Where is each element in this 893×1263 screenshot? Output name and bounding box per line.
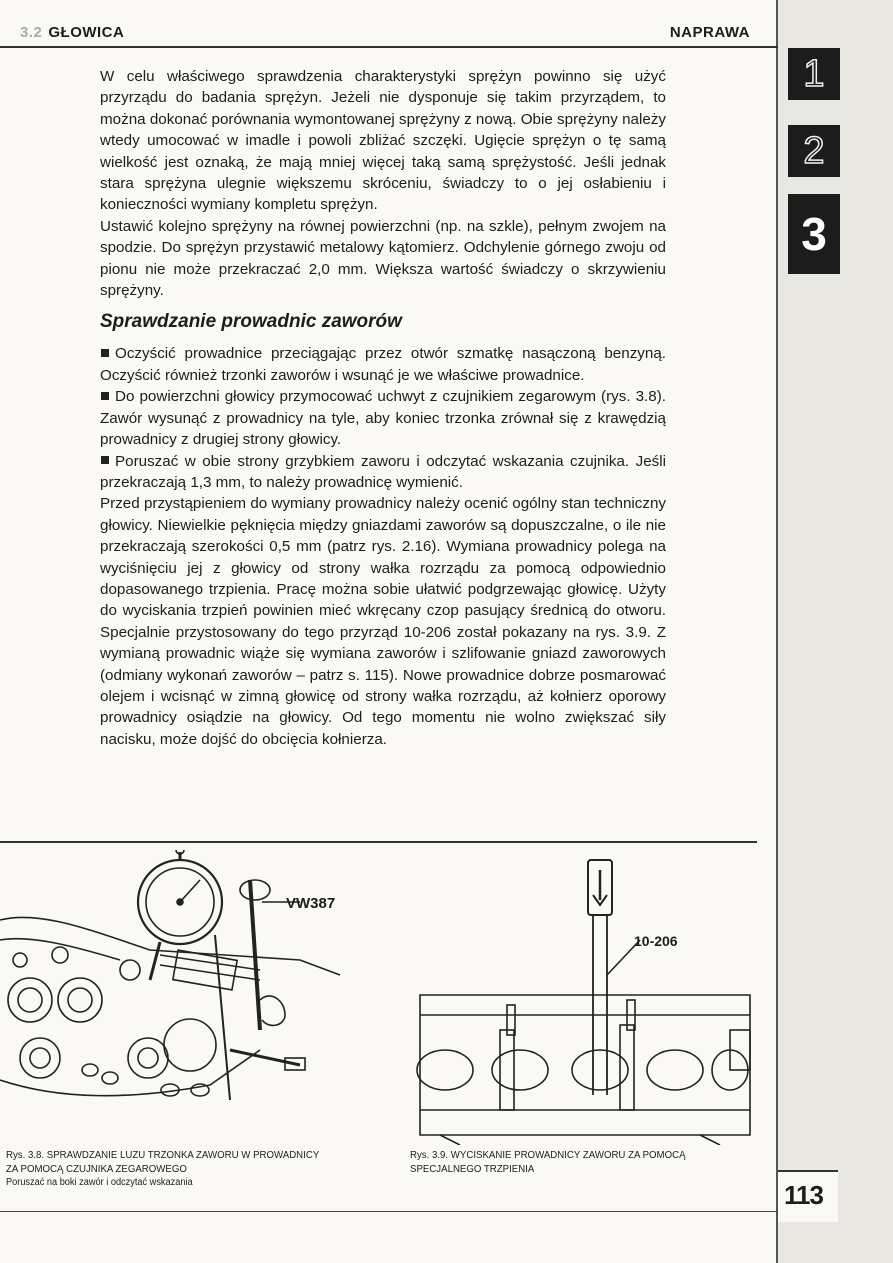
chapter-tab-3-label: 3	[801, 208, 827, 260]
paragraph-2: Ustawić kolejno sprężyny na równej powierzchni (np. na szkle), pełnym zwojem na spodzie. Do sprężyn przystawić metalowy kątomierz. Odchylenie górnego zwoju od pionu nie może przekraczać 2,0 mm. Większa wartość świadczy o skrzywieniu sprężyny.	[100, 217, 666, 300]
caption-3-8-line-1: Rys. 3.8. SPRAWDZANIE LUZU TRZONKA ZAWORU W PROWADNICY	[6, 1149, 320, 1161]
footer-rule	[0, 1211, 778, 1212]
section-title: GŁOWICA	[48, 24, 125, 41]
running-header	[0, 24, 760, 44]
page-number: 113	[784, 1180, 823, 1210]
figure-caption-3-8	[6, 1148, 319, 1190]
bullet-text-3: Poruszać w obie strony grzybkiem zaworu i odczytać wskazania czujnika. Jeśli przekraczają 1,3 mm, to należy prowadnicę wymienić.	[100, 452, 666, 491]
caption-3-8-subtext: Poruszać na boki zawór i odczytać wskazania	[6, 1177, 193, 1188]
figure-rule	[0, 841, 757, 843]
chapter-tab-2	[788, 125, 840, 177]
square-bullet-icon	[101, 392, 109, 400]
header-rule	[0, 46, 778, 48]
figure-drift-press	[400, 855, 760, 1145]
bullet-item-2	[100, 386, 666, 450]
section-header	[20, 24, 124, 41]
section-heading: Sprawdzanie prowadnic zaworów	[100, 311, 402, 333]
figure-caption-3-9	[410, 1148, 686, 1176]
chapter-tab-1	[788, 48, 840, 100]
bullet-item-3	[100, 451, 666, 494]
paragraph-3: Przed przystąpieniem do wymiany prowadnicy należy ocenić ogólny stan techniczny głowicy. Niewielkie pęknięcia między gniazdami zaworów są dopuszczalne, o ile nie przekraczają szerokości 0,5 mm (patrz rys. 2.16). Wymiana prowadnicy polega na wyciśnięciu jej z głowicy od strony wałka rozrządu za pomocą odpowiednio dopasowanego trzpienia. Pracę można sobie ułatwić podgrzewając głowicę. Użyty do wyciskania trzpień powinien mieć wkręcany czop pasujący średnicą do otworu. Specjalnie przystosowany do tego przyrząd 10-206 został pokazany na rys. 3.9. Z wymianą prowadnic wiąże się wymiana zaworów i szlifowanie gniazd zaworowych (odmiany wykonań zaworów – patrz s. 115). Nowe prowadnice dobrze posmarować olejem i wcisnąć w zimną głowicę od strony wałka rozrządu, aż kołnierz oporowy prowadnicy osiądzie na głowicy. Od tego momentu nie wolno zwiększać siły nacisku, może dojść do obcięcia kołnierza.	[100, 495, 666, 748]
square-bullet-icon	[101, 349, 109, 357]
tool-label-vw387: VW387	[286, 895, 336, 912]
figure-dial-gauge	[0, 850, 360, 1150]
caption-3-9-line-1: Rys. 3.9. WYCISKANIE PROWADNICY ZAWORU ZA POMOCĄ	[410, 1149, 686, 1161]
caption-3-8-line-2: ZA POMOCĄ CZUJNIKA ZEGAROWEGO	[6, 1163, 187, 1175]
chapter-tab-1-label: 1	[803, 52, 825, 95]
paragraph-1: W celu właściwego sprawdzenia charakterystyki sprężyn powinno się użyć przyrządu do badania sprężyn. Jeżeli nie dysponuje się takim przyrządem, to można dokonać porównania wymontowanej sprężyny z nową. Obie sprężyny należy wtedy umocować w imadle i powoli zbliżać szczęki. Ugięcie sprężyn o tę samą wielkość jest oznaką, że mają mniej więcej taką samą sprężystość. Jeśli jednak stara sprężyna ulegnie większemu skróceniu, świadczy to o jej osłabieniu i konieczności wymiany kompletu sprężyn.	[100, 68, 666, 214]
bullet-text-2: Do powierzchni głowicy przymocować uchwyt z czujnikiem zegarowym (rys. 3.8). Zawór wysunąć z prowadnicy na tyle, aby koniec trzonka zrównał się z krawędzią prowadnicy z drugiej strony głowicy.	[100, 388, 666, 449]
chapter-tab-2-label: 2	[803, 129, 825, 172]
chapter-tab-3-active	[788, 194, 840, 274]
bullet-item-1	[100, 343, 666, 386]
main-text	[100, 66, 666, 750]
bullet-text-1: Oczyścić prowadnice przeciągając przez otwór szmatkę nasączoną benzyną. Oczyścić również trzonki zaworów i wsunąć je we właściwe prowadnice.	[100, 345, 666, 384]
square-bullet-icon	[101, 456, 109, 464]
tool-label-10-206: 10-206	[634, 933, 678, 949]
caption-3-9-line-2: SPECJALNEGO TRZPIENIA	[410, 1163, 535, 1175]
chapter-header: NAPRAWA	[669, 24, 750, 41]
section-mark: 3.2	[20, 24, 43, 41]
chapter-tabs	[788, 48, 840, 299]
drift-press-illustration	[400, 855, 760, 1145]
margin-rule	[776, 0, 778, 1263]
